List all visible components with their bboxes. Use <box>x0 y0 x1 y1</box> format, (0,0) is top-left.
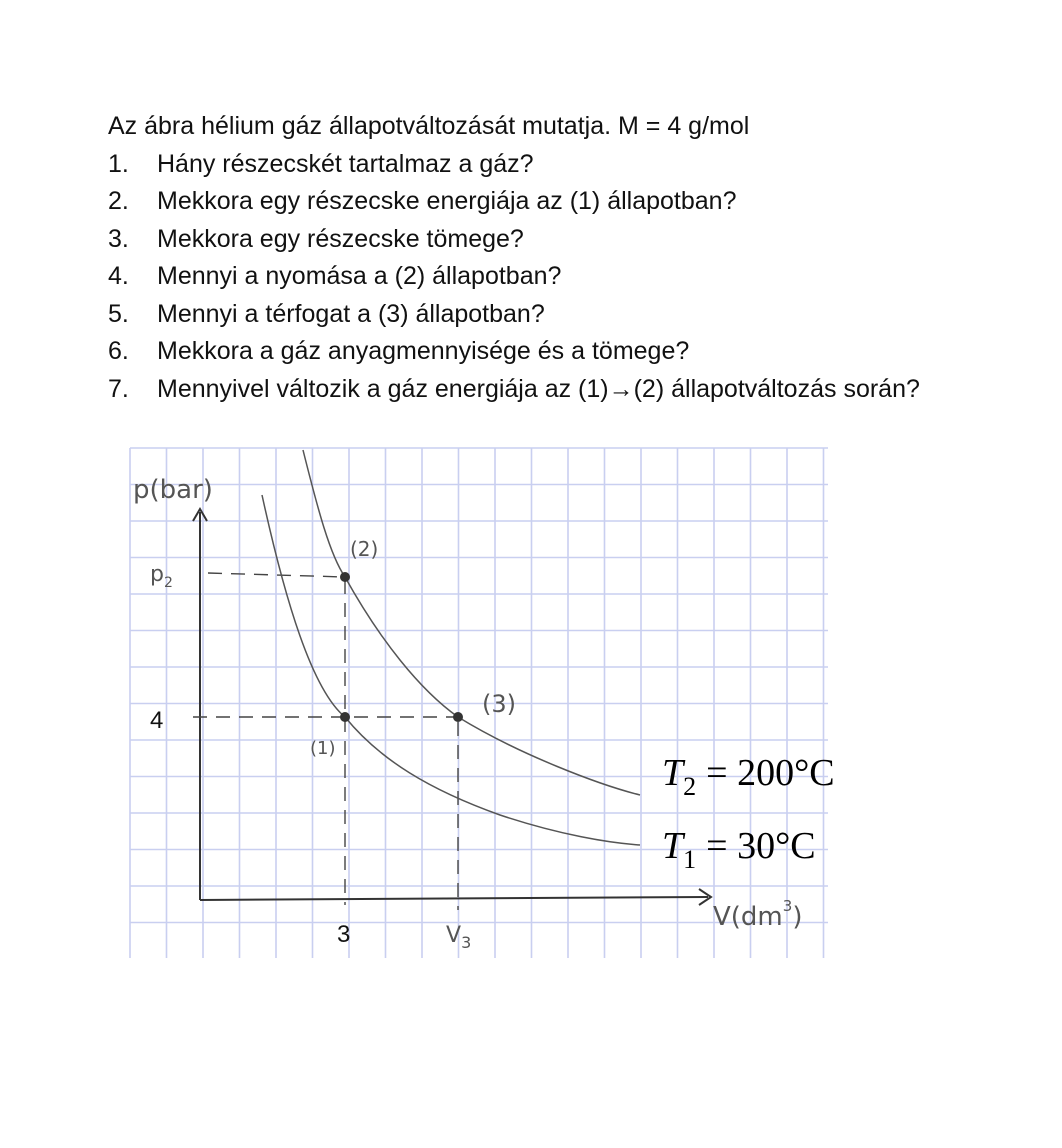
state-2-label: (2) <box>350 537 379 561</box>
question-text: Mekkora egy részecske energiája az (1) állapotban? <box>157 187 737 215</box>
question-number: 6. <box>108 337 129 365</box>
question-number: 2. <box>108 187 129 215</box>
question-number: 3. <box>108 224 129 253</box>
problem-intro: Az ábra hélium gáz állapotváltozását mutatja. M = 4 g/mol <box>108 112 750 140</box>
state-point-2 <box>340 572 350 582</box>
v3-label-main: V <box>446 923 462 948</box>
p2-label-sub: 2 <box>163 575 173 591</box>
x-axis-label <box>713 897 802 932</box>
t1-value: = 30°C <box>706 825 816 867</box>
p2-label-main: p <box>150 562 164 587</box>
graph-paper-grid <box>130 448 828 958</box>
x-axis-label-exponent: 3 <box>782 897 793 915</box>
t2-label <box>662 752 835 801</box>
x-axis-label-close: ) <box>792 902 803 932</box>
question-text: Mekkora egy részecske tömege? <box>157 224 524 253</box>
p2-label <box>150 562 173 591</box>
question-number: 4. <box>108 262 129 290</box>
y-tick-4: 4 <box>150 707 164 734</box>
question-text: Mennyi a térfogat a (3) állapotban? <box>157 299 545 328</box>
isotherms <box>262 450 640 845</box>
question-text: Hány részecskét tartalmaz a gáz? <box>157 149 534 178</box>
t2-sub: 2 <box>683 772 697 801</box>
x-axis-label-main: V(dm <box>713 902 783 932</box>
question-text: Mennyi a nyomása a (2) állapotban? <box>157 262 562 290</box>
t1-sub: 1 <box>683 845 697 874</box>
question-number: 7. <box>108 374 129 403</box>
y-axis-label: p(bar) <box>133 475 213 505</box>
v3-label <box>446 923 471 952</box>
v3-label-sub: 3 <box>461 933 472 952</box>
question-number: 5. <box>108 299 129 328</box>
state-1-label: (1) <box>310 738 336 759</box>
t2-var: T <box>662 752 684 794</box>
state-point-1 <box>340 712 350 722</box>
axes <box>193 509 711 905</box>
state-point-3 <box>453 712 463 722</box>
t2-value: = 200°C <box>706 752 835 794</box>
t1-var: T <box>662 825 684 867</box>
x-tick-3: 3 <box>337 921 351 948</box>
question-text: Mekkora a gáz anyagmennyisége és a tömege? <box>157 337 690 365</box>
question-text: Mennyivel változik a gáz energiája az (1)→(2) állapotváltozás során? <box>157 374 920 403</box>
t1-label <box>662 825 816 874</box>
isotherm-t2 <box>303 450 640 795</box>
state-3-label: (3) <box>482 690 516 718</box>
question-number: 1. <box>108 149 129 178</box>
isotherm-t1 <box>262 495 640 845</box>
